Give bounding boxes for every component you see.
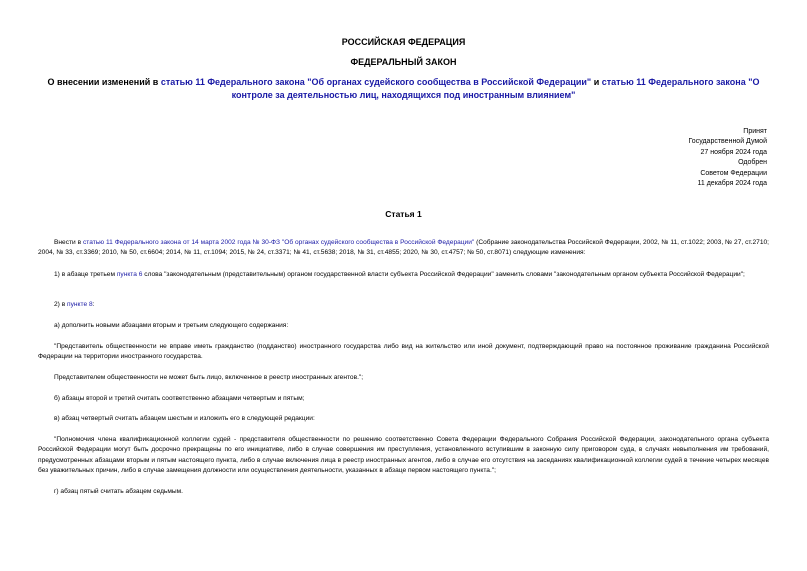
article-heading: Статья 1: [385, 209, 422, 219]
adoption-line-3: 27 ноября 2024 года: [700, 148, 767, 156]
law-title-text-2: и: [591, 77, 602, 87]
country-heading: РОССИЙСКАЯ ФЕДЕРАЦИЯ: [341, 37, 466, 47]
paragraph-item-2-text-1: 2) в: [54, 301, 68, 308]
adoption-line-1: Принят: [743, 128, 767, 135]
adoption-block: [688, 127, 767, 189]
paragraph-intro-text-2: (Собрание законодательства Российской Федерации, 2002, № 11, ст.1022; 2003, № 27, ст.2710; 2004, № 33, ст.3369; 2010, № 50, ст.6604; 2014, № 11, ст.1094; 2015, № 24, ст.3371; № 41, ст.5638; 2018, № 31, ст.4855; 2020, № 30, ст.4757; № 50, ст.8071) следующие изменения:: [38, 239, 769, 257]
point-6-link[interactable]: пункта 6: [116, 271, 143, 278]
law-type-heading: ФЕДЕРАЛЬНЫЙ ЗАКОН: [350, 57, 457, 67]
paragraph-quote-1: "Представитель общественности не вправе иметь гражданство (подданство) иностранного государства либо вид на жительство или иной документ, подтверждающий право на постоянное проживание гражданина Российской Федерации на территории иностранного государства.: [38, 343, 769, 361]
paragraph-item-2: [38, 300, 769, 310]
paragraph-sub-a: а) дополнить новыми абзацами вторым и третьим следующего содержания:: [54, 322, 289, 329]
point-8-link[interactable]: пункте 8: [67, 301, 93, 308]
paragraph-quote-2: Представителем общественности не может быть лицо, включенное в реестр иностранных агентов.";: [54, 374, 364, 381]
paragraph-item-1-text-1: 1) в абзаце третьем: [54, 271, 117, 278]
paragraph-quote-3: "Полномочия члена квалификационной коллегии судей - представителя общественности по решению соответственно Совета Федерации Федерального Собрания Российской Федерации, законодательного органа субъекта Российской Федерации могут быть досрочно прекращены по его инициативе, либо в случае совершения им преступления, установленного вступившим в законную силу приговором суда, в случаях невыполнения им требований, предусмотренных абзацами вторым и пятым настоящего пункта, либо в случае включения лица в реестр иностранных агентов, либо в случае его отсутствия на заседаниях квалификационной коллегии судей в течение четырех месяцев без уважительных причин, либо в случае замещения должности или осуществления деятельности, указанных в абзаце первом настоящего пункта.";: [38, 436, 769, 474]
paragraph-item-1-text-2: слова "законодательным (представительным) органом государственной власти субъекта Российской Федерации" заменить словами "законодательным органом субъекта Российской Федерации";: [142, 271, 745, 278]
paragraph-item-1: [38, 270, 769, 280]
paragraph-sub-b: б) абзацы второй и третий считать соответственно абзацами четвертым и пятым;: [54, 395, 305, 402]
paragraph-intro-text-1: Внести в: [54, 239, 83, 246]
adoption-line-6: 11 декабря 2024 года: [697, 180, 767, 188]
law-title-link-1[interactable]: статью 11 Федерального закона "Об органах судейского сообщества в Российской Федерации": [160, 77, 592, 87]
paragraph-item-2-text-2: :: [92, 301, 95, 308]
adoption-line-4: Одобрен: [738, 159, 767, 167]
paragraph-sub-g: г) абзац пятый считать абзацем седьмым.: [54, 488, 184, 495]
law-title: [30, 76, 777, 101]
paragraph-intro: [38, 238, 769, 259]
law-title-text-1: О внесении изменений в: [47, 77, 161, 87]
law-title-link-2[interactable]: статью 11 Федерального закона "О контроле за деятельностью лиц, находящихся под иностранным влиянием": [231, 77, 760, 100]
paragraph-sub-v: в) абзац четвертый считать абзацем шестым и изложить его в следующей редакции:: [54, 415, 315, 422]
adoption-line-2: Государственной Думой: [688, 138, 767, 146]
adoption-line-5: Советом Федерации: [700, 169, 767, 177]
article-11-link[interactable]: статью 11 Федерального закона от 14 марта 2002 года № 30-ФЗ "Об органах судейского сообщества в Российской Федерации": [82, 239, 475, 246]
